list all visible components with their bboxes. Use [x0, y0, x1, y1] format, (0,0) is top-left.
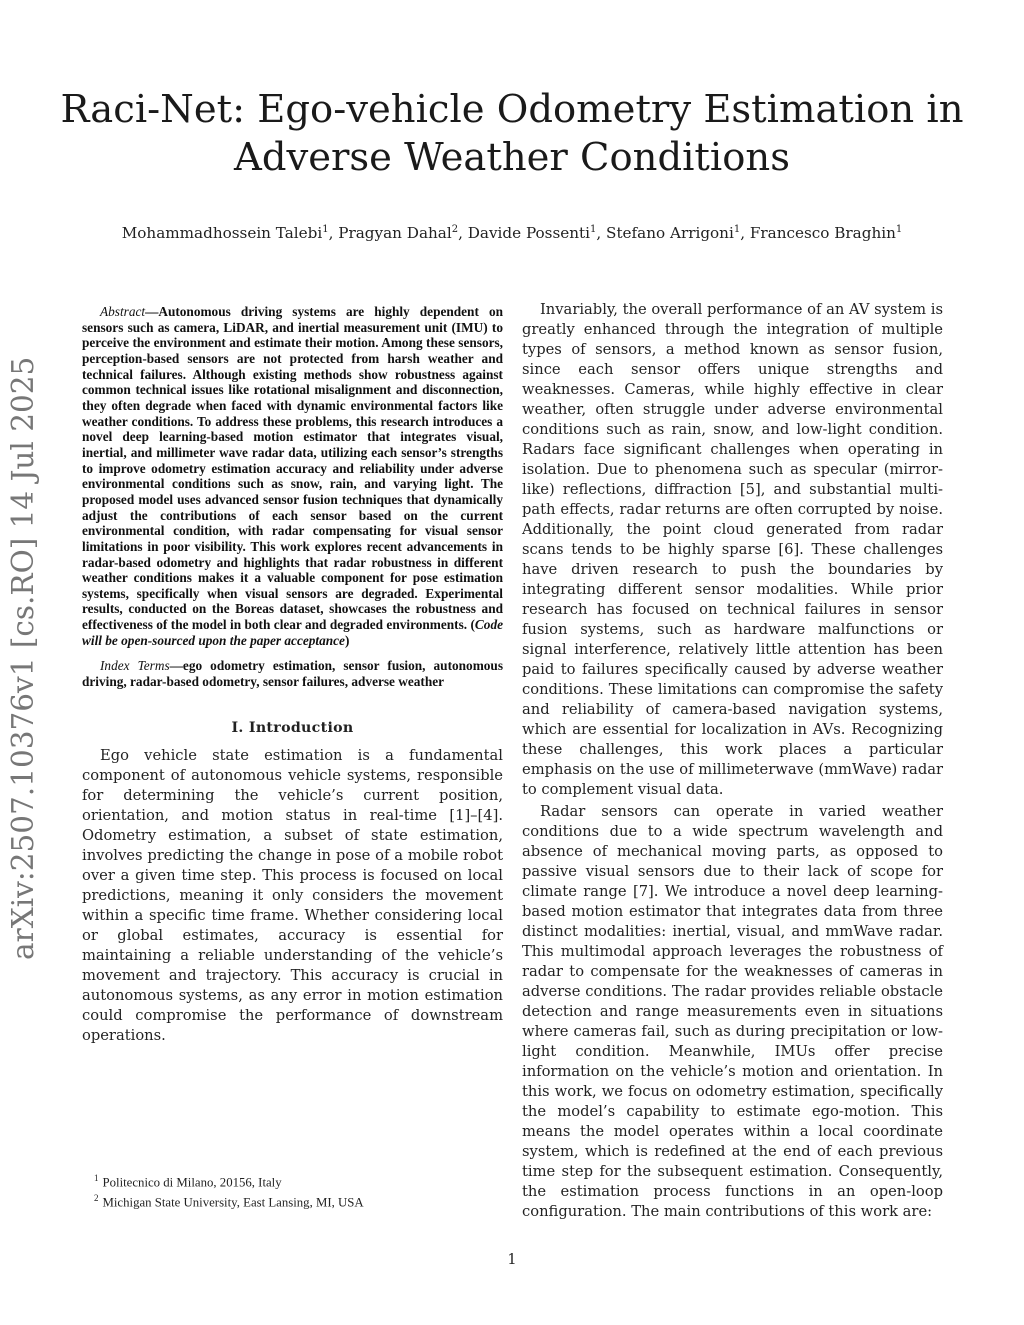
arxiv-identifier[interactable]: arXiv:2507.10376v1 [cs.RO] 14 Jul 2025: [6, 356, 40, 960]
body-paragraph: Invariably, the overall performance of an AV system is greatly enhanced through the integration of multiple types of sensors, a method known as sensor fusion, since each sensor offers unique strengths and weaknesses. Cameras, while highly effective in clear weather, often struggle under adverse environmental conditions such as rain, snow, and low-light condition. Radars face significant challenges when operating in isolation. Due to phenomena such as specular (mirror-like) reflections, diffraction [5], and substantial multi-path effects, radar returns are often corrupted by noise. Additionally, the point cloud generated from radar scans tends to be highly sparse [6]. These challenges have driven research to push the boundaries by integrating different sensor modalities. While prior research has focused on technical failures in sensor fusion systems, such as hardware malfunctions or signal interference, relatively little attention has been paid to failures specifically caused by adverse weather conditions. These limitations can compromise the safety and reliability of camera-based navigation systems, which are essential for localization in AVs. Recognizing these challenges, this work places a particular emphasis on the use of millimeterwave (mmWave) radar to complement visual data.: [522, 301, 943, 798]
body-paragraph: Radar sensors can operate in varied weather conditions due to a wide spectrum wavelength and absence of mechanical moving parts, as opposed to passive visual sensors due to their lack of scope for climate range [7]. We introduce a novel deep learning-based motion estimator that integrates data from three distinct modalities: inertial, visual, and mmWave radar. This multimodal approach leverages the robustness of radar to compensate for the weaknesses of cameras in adverse conditions. The radar provides reliable obstacle detection and range measurements even in situations where cameras fail, such as during precipitation or low-light condition. Meanwhile, IMUs offer precise information on the vehicle’s motion and orientation. In this work, we focus on odometry estimation, specifically the model’s capability to estimate ego-motion. This means the model operates within a local coordinate system, which is redefined at the end of each previous time step for the subsequent estimation. Consequently, the estimation process functions in an open-loop configuration. The main contributions of this work are:: [522, 803, 943, 1220]
author: Francesco Braghin$^1$: [749, 224, 903, 243]
left-column: [82, 304, 503, 1046]
right-column: [522, 300, 943, 1222]
author: Davide Possenti$^1$: [467, 224, 597, 243]
section-heading: I. Introduction: [231, 719, 354, 736]
author: Mohammadhossein Talebi$^1$: [121, 224, 329, 243]
footnote: $^1$ Politecnico di Milano, 20156, Italy: [94, 1173, 282, 1190]
code-availability-note: Code will be open-sourced upon the paper acceptance: [82, 617, 503, 648]
index-terms-text: —ego odometry estimation, sensor fusion, autonomous driving, radar-based odometry, sensor failures, adverse weather: [82, 658, 503, 690]
author-list: Mohammadhossein Talebi$^1$, Pragyan Dahal$^2$, Davide Possenti$^1$, Stefano Arrigoni$^1$, Francesco Braghin$^1$: [121, 224, 903, 243]
author: Pragyan Dahal$^2$: [338, 224, 459, 243]
intro-paragraph: Ego vehicle state estimation is a fundamental component of autonomous vehicle systems, responsible for determining the vehicle’s current position, orientation, and motion status in real-time [1]–[4]. Odometry estimation, a subset of state estimation, involves predicting the change in pose of a mobile robot over a given time step. This process is focused on local predictions, meaning it only considers the movement within a specific time frame. Whether considering local or global estimates, accuracy is essential for maintaining a reliable understanding of the vehicle’s movement and trajectory. This accuracy is crucial in autonomous systems, as any error in motion estimation could compromise the performance of downstream operations.: [82, 746, 503, 1044]
abstract: Abstract—Autonomous driving systems are highly dependent on sensors such as camera, LiDAR, and inertial measurement unit (IMU) to perceive the environment and estimate their motion. Among these sensors, perception-based sensors are not protected from harsh weather and technical failures. Although existing methods show robustness against common technical issues like rotational misalignment and disconnection, they often degrade when faced with dynamic environmental factors like weather conditions. To address these problems, this research introduces a novel deep learning-based motion estimator that integrates visual, inertial, and millimeter wave radar data, utilizing each sensor’s strengths to improve odometry estimation accuracy and reliability under adverse environmental conditions such as snow, rain, and varying light. The proposed model uses advanced sensor fusion techniques that dynamically adjust the contributions of each sensor based on the current environmental condition, with radar compensating for visual sensor limitations in poor visibility. This work explores recent advancements in radar-based odometry and highlights that radar robustness in different weather conditions makes it a valuable component for pose estimation systems, specifically when visual sensors are degraded. Experimental results, conducted on the Boreas dataset, showcases the robustness and effectiveness of the model in both clear and degraded environments. (Code will be open-sourced upon the paper acceptance): [82, 304, 503, 648]
paper-title: Raci-Net: Ego-vehicle Odometry Estimation in Adverse Weather Conditions: [60, 87, 964, 180]
abstract-label: Abstract: [100, 304, 146, 319]
footnote: $^2$ Michigan State University, East Lansing, MI, USA: [94, 1193, 364, 1210]
page-number: 1: [507, 1252, 517, 1268]
footnotes: [94, 1170, 514, 1211]
author: Stefano Arrigoni$^1$: [606, 224, 741, 243]
index-terms: [82, 658, 503, 689]
index-terms-label: Index Terms: [100, 658, 170, 674]
abstract-text: —Autonomous driving systems are highly dependent on sensors such as camera, LiDAR, and inertial measurement unit (IMU) to perceive the environment and estimate their motion. Among these sensors, perception-based sensors are not protected from harsh weather and technical failures. Although existing methods show robustness against common technical issues like rotational misalignment and disconnection, they often degrade when faced with dynamic environmental factors like weather conditions. To address these problems, this research introduces a novel deep learning-based motion estimator that integrates visual, inertial, and millimeter wave radar data, utilizing each sensor’s strengths to improve odometry estimation accuracy and reliability under adverse environmental conditions such as snow, rain, and varying light. The proposed model uses advanced sensor fusion techniques that dynamically adjust the contributions of each sensor based on the current environmental condition, with radar compensating for visual sensor limitations in poor visibility. This work explores recent advancements in radar-based odometry and highlights that radar robustness in different weather conditions makes it a valuable component for pose estimation systems, specifically when visual sensors are degraded. Experimental results, conducted on the Boreas dataset, showcases the robustness and effectiveness of the model in both clear and degraded environments. (: [82, 304, 503, 633]
